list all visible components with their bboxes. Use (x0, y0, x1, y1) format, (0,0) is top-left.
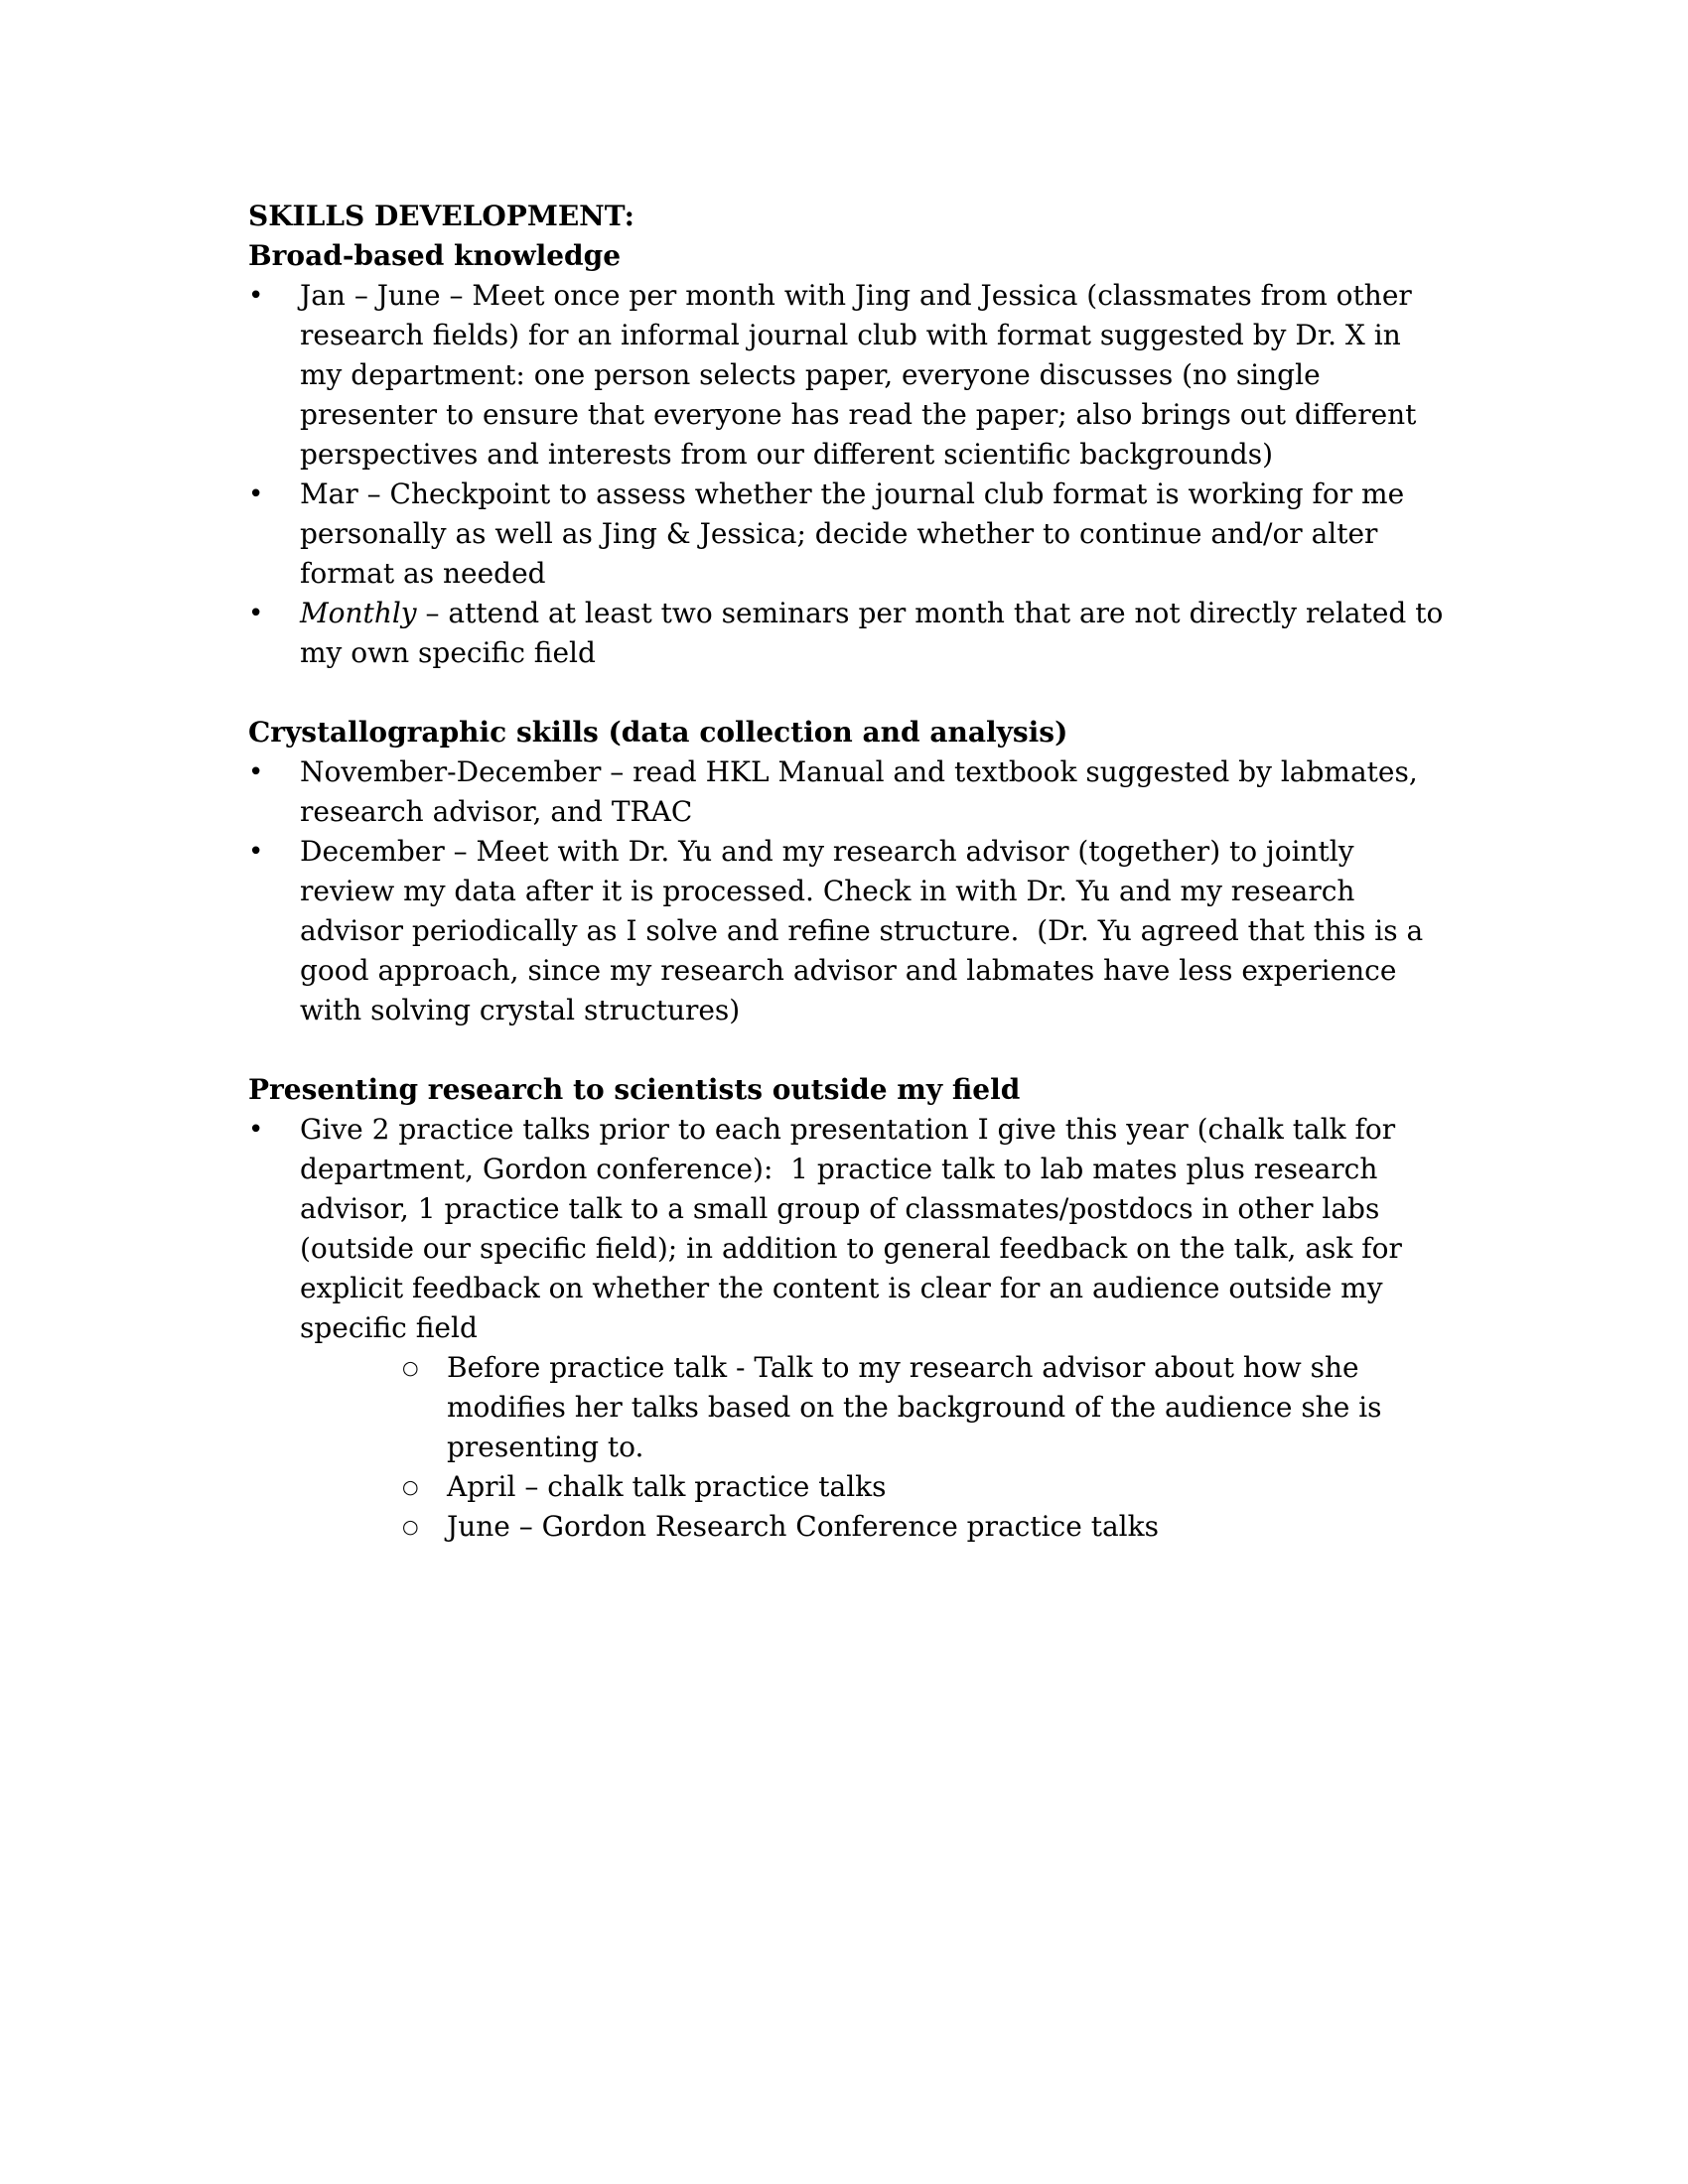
section-heading-broad-based-knowledge (248, 236, 1450, 276)
bullet-text (300, 276, 1450, 475)
bullet-line: department, Gordon conference): 1 practice talk to lab mates plus research (300, 1153, 1378, 1185)
blank-line (248, 1030, 1450, 1070)
bullet-text (300, 475, 1450, 594)
bullet-icon: • (248, 757, 264, 787)
bullet-line: research advisor, and TRAC (300, 795, 693, 828)
bullet-item (248, 276, 1450, 475)
bullet-line: review my data after it is processed. Check in with Dr. Yu and my research (300, 875, 1355, 907)
sub-bullet-text (447, 1467, 1450, 1507)
bullet-line: Mar – Checkpoint to assess whether the journal club format is working for me (300, 478, 1405, 510)
section-heading-text: Crystallographic skills (data collection and analysis) (248, 716, 1068, 749)
bullet-item (248, 1110, 1450, 1348)
doc-title-text: SKILLS DEVELOPMENT: (248, 200, 634, 232)
bullet-line: personally as well as Jing & Jessica; decide whether to continue and/or alter (300, 517, 1378, 550)
bullet-line: my own specific field (300, 636, 596, 669)
bullet-line: format as needed (300, 557, 546, 590)
section-heading-presenting-research (248, 1070, 1450, 1110)
sub-bullet-item (402, 1467, 1450, 1507)
bullet-line: perspectives and interests from our different scientific backgrounds) (300, 438, 1273, 471)
bullet-line: advisor, 1 practice talk to a small group of classmates/postdocs in other labs (300, 1192, 1380, 1225)
bullet-line: with solving crystal structures) (300, 994, 741, 1026)
bullet-line: (outside our specific field); in addition to general feedback on the talk, ask for (300, 1232, 1402, 1265)
bullet-line (300, 594, 1450, 633)
bullet-line: advisor periodically as I solve and refine structure. (Dr. Yu agreed that this is a (300, 914, 1424, 947)
bullet-item (248, 594, 1450, 673)
section-heading-text: Presenting research to scientists outside my field (248, 1073, 1021, 1106)
sub-bullet-text (447, 1507, 1450, 1547)
sub-bullet-line: June – Gordon Research Conference practice talks (447, 1510, 1159, 1543)
sub-bullet-item (402, 1507, 1450, 1547)
sub-bullet-line: April – chalk talk practice talks (447, 1470, 887, 1503)
sub-bullet-line: modifies her talks based on the background of the audience she is (447, 1391, 1382, 1424)
bullet-item (248, 475, 1450, 594)
bullet-text (300, 594, 1450, 673)
sub-bullet-line: Before practice talk - Talk to my research advisor about how she (447, 1351, 1359, 1384)
sub-bullet-text (447, 1348, 1450, 1467)
bullet-line: my department: one person selects paper, everyone discusses (no single (300, 358, 1321, 391)
circle-bullet-icon: ○ (402, 1516, 419, 1538)
section-heading-crystallographic-skills (248, 713, 1450, 752)
bullet-line: December – Meet with Dr. Yu and my research advisor (together) to jointly (300, 835, 1354, 868)
bullet-item (248, 752, 1450, 832)
bullet-icon: • (248, 599, 264, 628)
bullet-line: November-December – read HKL Manual and textbook suggested by labmates, (300, 755, 1418, 788)
italic-lead-word: Monthly (300, 597, 417, 629)
section-heading-text: Broad-based knowledge (248, 239, 622, 272)
bullet-icon: • (248, 837, 264, 867)
bullet-text (300, 1110, 1450, 1348)
bullet-line: good approach, since my research advisor and labmates have less experience (300, 954, 1397, 987)
bullet-icon: • (248, 479, 264, 509)
bullet-line: presenter to ensure that everyone has read the paper; also brings out different (300, 398, 1417, 431)
bullet-item (248, 832, 1450, 1030)
bullet-line: Jan – June – Meet once per month with Jing and Jessica (classmates from other (300, 279, 1412, 312)
sub-bullet-line: presenting to. (447, 1431, 644, 1463)
bullet-icon: • (248, 281, 264, 311)
circle-bullet-icon: ○ (402, 1357, 419, 1379)
bullet-text (300, 832, 1450, 1030)
bullet-line: research fields) for an informal journal club with format suggested by Dr. X in (300, 319, 1401, 351)
bullet-line: specific field (300, 1311, 478, 1344)
bullet-line: Give 2 practice talks prior to each presentation I give this year (chalk talk for (300, 1113, 1396, 1146)
circle-bullet-icon: ○ (402, 1476, 419, 1498)
bullet-line: explicit feedback on whether the content is clear for an audience outside my (300, 1272, 1383, 1304)
blank-line (248, 673, 1450, 713)
bullet-text (300, 752, 1450, 832)
sub-bullet-item (402, 1348, 1450, 1467)
document-content (248, 197, 1450, 1547)
doc-title (248, 197, 1450, 236)
bullet-line-rest: – attend at least two seminars per month that are not directly related to (416, 597, 1444, 629)
bullet-icon: • (248, 1115, 264, 1145)
